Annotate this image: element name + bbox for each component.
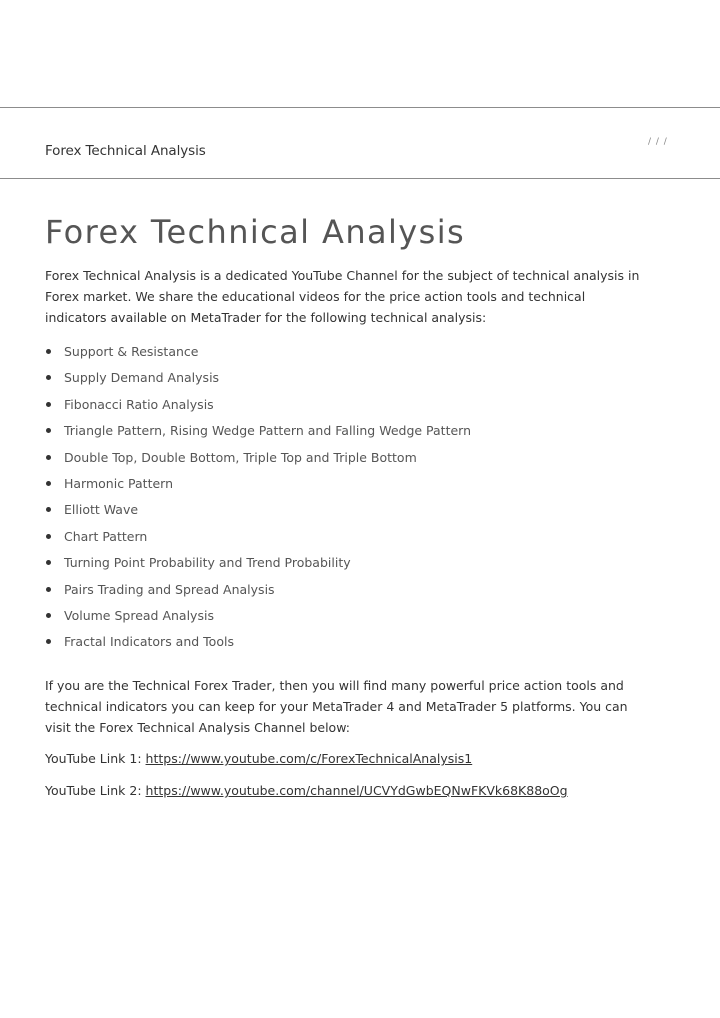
youtube-link-1-label: YouTube Link 1:	[45, 751, 142, 766]
bullet-icon	[46, 587, 51, 592]
youtube-link-2-line	[45, 780, 568, 801]
bullet-icon	[46, 613, 51, 618]
bullet-icon	[46, 560, 51, 565]
youtube-link-1[interactable]: https://www.youtube.com/c/ForexTechnicalAnalysis1	[145, 751, 473, 766]
list-item-label: Turning Point Probability and Trend Probability	[64, 555, 351, 571]
list-item	[45, 447, 471, 473]
bullet-icon	[46, 402, 51, 407]
header-slashes: / / /	[648, 137, 668, 147]
header-title: Forex Technical Analysis	[45, 143, 206, 159]
list-item	[45, 499, 471, 525]
list-item	[45, 526, 471, 552]
list-item	[45, 367, 471, 393]
page-title: Forex Technical Analysis	[45, 213, 466, 251]
list-item	[45, 394, 471, 420]
header-bottom-divider	[0, 178, 720, 179]
list-item-label: Triangle Pattern, Rising Wedge Pattern and Falling Wedge Pattern	[64, 423, 472, 439]
list-item	[45, 631, 471, 657]
list-item	[45, 473, 471, 499]
intro-paragraph: Forex Technical Analysis is a dedicated YouTube Channel for the subject of technical analysis in Forex market. We share the educational videos for the price action tools and technical indicators available on MetaTrader for the following technical analysis:	[45, 268, 640, 325]
bullet-icon	[46, 507, 51, 512]
list-item-label: Chart Pattern	[64, 528, 148, 544]
bullet-icon	[46, 534, 51, 539]
header-top-divider	[0, 107, 720, 108]
list-item-label: Fibonacci Ratio Analysis	[64, 396, 214, 412]
topics-list	[45, 341, 471, 658]
bullet-icon	[46, 481, 51, 486]
list-item-label: Fractal Indicators and Tools	[64, 634, 234, 650]
bullet-icon	[46, 639, 51, 644]
bullet-icon	[46, 349, 51, 354]
list-item-label: Harmonic Pattern	[64, 475, 174, 491]
list-item	[45, 341, 471, 367]
youtube-link-2[interactable]: https://www.youtube.com/channel/UCVYdGwbEQNwFKVk68K88oOg	[145, 783, 568, 798]
list-item	[45, 552, 471, 578]
youtube-link-2-label: YouTube Link 2:	[45, 783, 142, 798]
list-item	[45, 420, 471, 446]
bullet-icon	[46, 428, 51, 433]
list-item-label: Volume Spread Analysis	[64, 607, 214, 623]
list-item-label: Supply Demand Analysis	[64, 370, 220, 386]
bullet-icon	[46, 375, 51, 380]
list-item-label: Pairs Trading and Spread Analysis	[64, 581, 275, 597]
outro-paragraph: If you are the Technical Forex Trader, then you will find many powerful price action tools and technical indicators you can keep for your MetaTrader 4 and MetaTrader 5 platforms. You can visit the Forex Technical Analysis Channel below:	[45, 678, 628, 735]
list-item-label: Support & Resistance	[64, 344, 199, 359]
bullet-icon	[46, 455, 51, 460]
list-item-label: Elliott Wave	[64, 502, 139, 518]
list-item	[45, 579, 471, 605]
list-item-label: Double Top, Double Bottom, Triple Top and Triple Bottom	[64, 449, 417, 465]
youtube-link-1-line	[45, 748, 472, 769]
list-item	[45, 605, 471, 631]
